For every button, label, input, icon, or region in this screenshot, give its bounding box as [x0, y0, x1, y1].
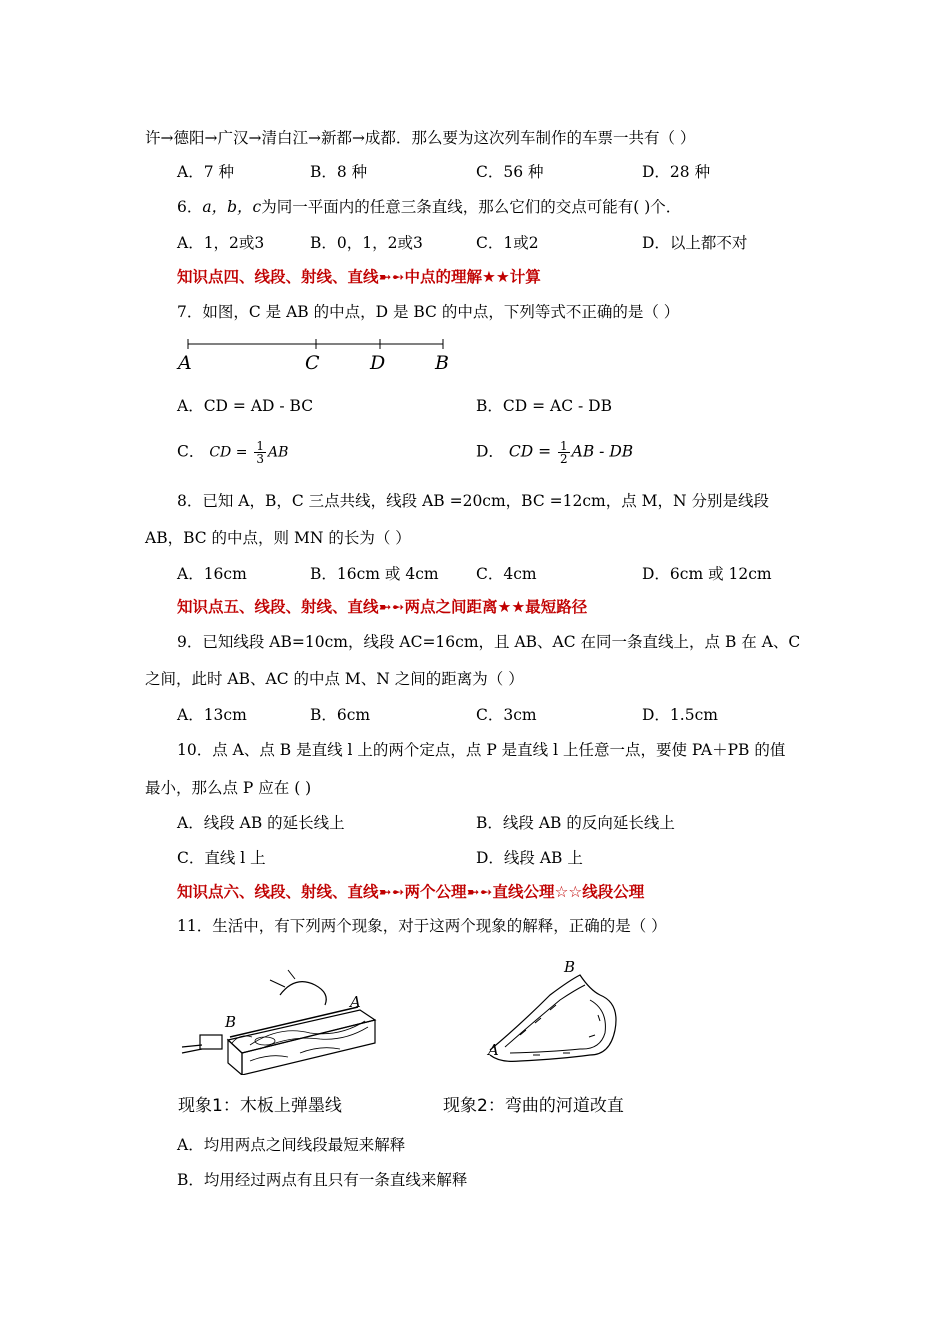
figure-caption-1: 现象1：木板上弹墨线 — [178, 1096, 342, 1116]
q8-option-d: D．6cm 或 12cm — [642, 565, 772, 583]
q7-option-c — [177, 440, 288, 465]
q6-option-b: B．0，1，2或3 — [310, 234, 423, 252]
q7-segment-figure — [170, 330, 470, 375]
q7-option-d — [476, 440, 633, 465]
q11-option-b: B．均用经过两点有且只有一条直线来解释 — [177, 1171, 468, 1189]
q5-option-c: C．56 种 — [476, 163, 544, 181]
q5-option-b: B．8 种 — [310, 163, 368, 181]
q7-option-c-letter: C． — [177, 442, 205, 461]
q10-option-b: B．线段 AB 的反向延长线上 — [476, 814, 675, 832]
q7-option-b: B．CD = AC - DB — [476, 397, 612, 415]
q6-option-c: C．1或2 — [476, 234, 539, 252]
q9-line-2: 之间，此时 AB、AC 的中点 M、N 之间的距离为（ ） — [145, 670, 524, 688]
q7-option-d-lhs: CD = — [508, 442, 552, 461]
q8-option-b: B．16cm 或 4cm — [310, 565, 439, 583]
q7-option-d-letter: D． — [476, 442, 504, 461]
q11-option-a: A．均用两点之间线段最短来解释 — [177, 1136, 406, 1154]
q6-option-a: A．1，2或3 — [177, 234, 265, 252]
q6-stem-text: 为同一平面内的任意三条直线，那么它们的交点可能有( )个． — [261, 198, 682, 216]
q5-option-a: A．7 种 — [177, 163, 234, 181]
section-heading-6: 知识点六、线段、射线、直线➼➻两个公理➼➻直线公理☆☆线段公理 — [177, 883, 645, 901]
fig2-point-a: A — [488, 1041, 499, 1059]
point-label-a: A — [178, 352, 192, 374]
q8-option-c: C．4cm — [476, 565, 537, 583]
q5-option-d: D．28 种 — [642, 163, 711, 181]
q11-stem: 11．生活中，有下列两个现象，对于这两个现象的解释，正确的是（ ） — [177, 917, 667, 935]
q7-option-a: A．CD = AD - BC — [177, 397, 314, 415]
q7-option-c-lhs: CD = — [209, 444, 248, 461]
q10-option-c: C．直线 l 上 — [177, 849, 266, 867]
q6-stem — [177, 197, 681, 217]
point-label-d: D — [370, 352, 386, 374]
river-straightening-illustration — [480, 955, 640, 1075]
q8-line-1: 8．已知 A，B，C 三点共线，线段 AB =20cm，BC =12cm，点 M，N 分别是线段 — [177, 492, 770, 510]
q8-option-a: A．16cm — [177, 565, 247, 583]
q9-option-a: A．13cm — [177, 706, 247, 724]
figure-caption-2: 现象2：弯曲的河道改直 — [443, 1096, 624, 1116]
woodblock-inkline-illustration — [170, 965, 390, 1075]
q6-vars: a，b，c — [202, 198, 262, 216]
q9-option-b: B．6cm — [310, 706, 371, 724]
section-heading-5: 知识点五、线段、射线、直线➼➻两点之间距离★★最短路径 — [177, 598, 588, 616]
point-label-c: C — [305, 352, 320, 374]
fig2-point-b: B — [564, 958, 576, 976]
q10-line-2: 最小，那么点 P 应在 ( ) — [145, 779, 312, 797]
q9-line-1: 9．已知线段 AB=10cm，线段 AC=16cm，且 AB、AC 在同一条直线上，点 B 在 A、C — [177, 633, 801, 651]
section-heading-4: 知识点四、线段、射线、直线➼➻中点的理解★★计算 — [177, 268, 541, 286]
q7-stem: 7．如图，C 是 AB 的中点，D 是 BC 的中点，下列等式不正确的是（ ） — [177, 303, 680, 321]
q7-option-d-rhs: AB - DB — [571, 442, 634, 461]
q7-option-c-fraction: $\frac{1}{3}$ — [256, 439, 265, 466]
fig1-point-a: A — [350, 993, 361, 1011]
q7-option-d-fraction: $\frac{1}{2}$ — [560, 439, 568, 466]
q9-option-c: C．3cm — [476, 706, 537, 724]
q6-option-d: D．以上都不对 — [642, 234, 748, 252]
fig1-point-b: B — [225, 1013, 237, 1031]
q9-option-d: D．1.5cm — [642, 706, 718, 724]
q5-stem: 许→德阳→广汉→清白江→新都→成都．那么要为这次列车制作的车票一共有（ ） — [145, 129, 696, 147]
q8-line-2: AB，BC 的中点，则 MN 的长为（ ） — [145, 529, 411, 547]
q6-number: 6． — [177, 198, 203, 216]
q10-line-1: 10．点 A、点 B 是直线 l 上的两个定点，点 P 是直线 l 上任意一点，要使 PA＋PB 的值 — [177, 741, 786, 759]
q7-option-c-rhs: AB — [268, 444, 289, 461]
q10-option-a: A．线段 AB 的延长线上 — [177, 814, 345, 832]
point-label-b: B — [435, 352, 449, 374]
q10-option-d: D．线段 AB 上 — [476, 849, 583, 867]
